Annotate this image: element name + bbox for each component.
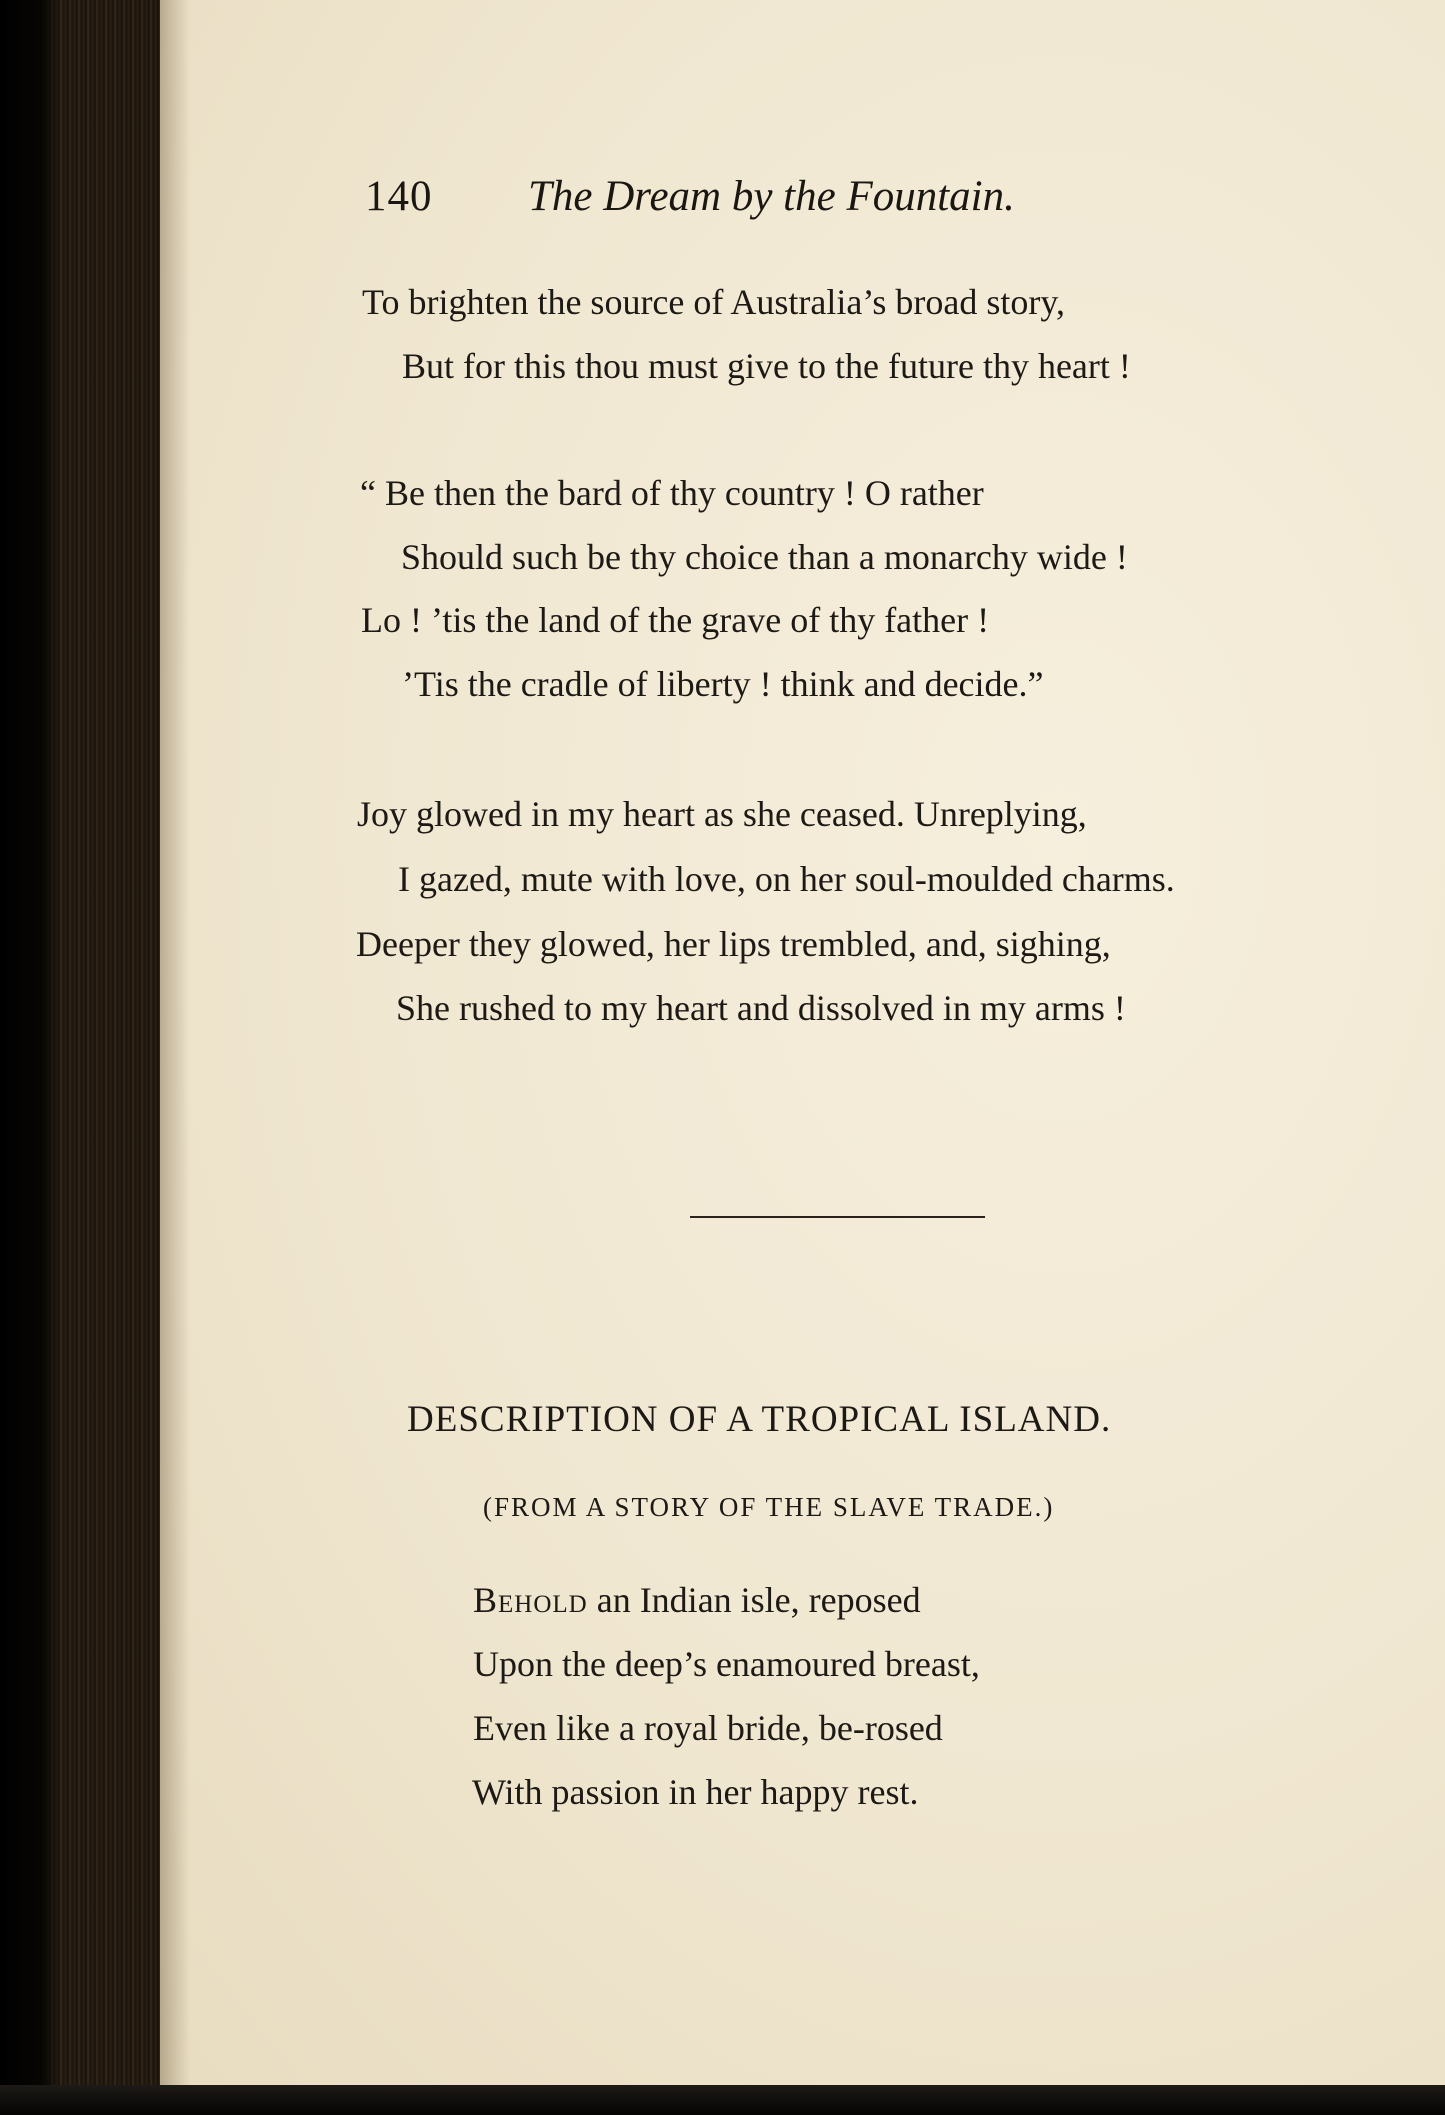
poem-line: Joy glowed in my heart as she ceased. Unreplying, [357,794,1087,834]
running-header [365,172,1265,232]
poem-line: She rushed to my heart and dissolved in my arms ! [396,988,1126,1028]
bottom-shadow [0,2085,1445,2115]
page-number: 140 [365,173,433,220]
poem-line [473,1578,921,1622]
poem-line: With passion in her happy rest. [472,1772,919,1812]
poem-line: But for this thou must give to the future thy heart ! [402,346,1131,386]
opening-line-rest: an Indian isle, reposed [587,1580,921,1620]
opening-word: Behold [473,1580,588,1620]
poem-subtitle: (FROM A STORY OF THE SLAVE TRADE.) [483,1492,1055,1522]
section-divider [690,1216,985,1218]
poem-line: Even like a royal bride, be-rosed [473,1708,943,1748]
binding-shadow [0,0,60,2115]
poem-line: “ Be then the bard of thy country ! O rather [360,473,984,513]
poem-line: I gazed, mute with love, on her soul-moulded charms. [398,859,1175,899]
poem-line: Upon the deep’s enamoured breast, [473,1644,980,1684]
poem-title: DESCRIPTION OF A TROPICAL ISLAND. [407,1399,1112,1440]
poem-line: To brighten the source of Australia’s broad story, [362,282,1065,322]
poem-line: ’Tis the cradle of liberty ! think and decide.” [402,664,1044,704]
running-title: The Dream by the Fountain. [528,173,1015,220]
gutter-shadow [160,0,190,2085]
poem-line: Deeper they glowed, her lips trembled, and, sighing, [356,924,1111,964]
poem-line: Lo ! ’tis the land of the grave of thy father ! [361,600,990,640]
poem-line: Should such be thy choice than a monarchy wide ! [401,537,1128,577]
